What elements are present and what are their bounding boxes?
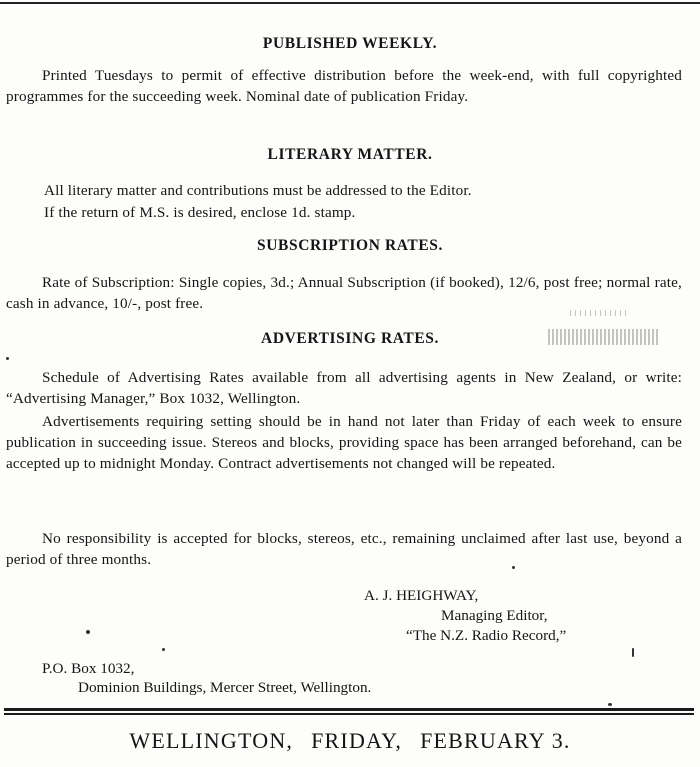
print-speck <box>6 357 9 360</box>
bottom-rule-thin <box>4 713 694 715</box>
print-smudge <box>570 310 630 316</box>
heading-literary-matter: LITERARY MATTER. <box>267 146 433 163</box>
print-speck <box>608 703 612 706</box>
dateline <box>0 728 700 754</box>
dateline-date: FEBRUARY 3. <box>420 728 571 753</box>
bottom-rule-thick <box>4 708 694 711</box>
print-speck <box>86 630 90 634</box>
print-speck <box>512 566 515 569</box>
top-rule <box>0 2 700 4</box>
heading-subscription-rates: SUBSCRIPTION RATES. <box>257 237 443 254</box>
signature-publication: “The N.Z. Radio Record,” <box>406 627 567 644</box>
signature-title: Managing Editor, <box>441 607 548 624</box>
disclaimer-paragraph: No responsibility is accepted for blocks, stereos, etc., remaining unclaimed after last use, beyond a period of three months. <box>6 530 682 568</box>
heading-published-weekly: PUBLISHED WEEKLY. <box>262 35 438 52</box>
signature-name: A. J. HEIGHWAY, <box>364 587 479 604</box>
subscription-paragraph: Rate of Subscription: Single copies, 3d.; Annual Subscription (if booked), 12/6, post free; normal rate, cash in advance, 10/-, post free. <box>6 274 682 312</box>
literary-line-2: If the return of M.S. is desired, enclose 1d. stamp. <box>44 204 356 221</box>
published-weekly-paragraph: Printed Tuesdays to permit of effective distribution before the week-end, with full copyrighted programmes for the succeeding week. Nominal date of publication Friday. <box>6 67 682 105</box>
heading-advertising-rates: ADVERTISING RATES. <box>261 330 439 347</box>
dateline-day: FRIDAY, <box>311 728 403 753</box>
print-speck <box>162 648 165 651</box>
address-street: Dominion Buildings, Mercer Street, Wellington. <box>78 679 372 696</box>
literary-line-1: All literary matter and contributions must be addressed to the Editor. <box>44 182 472 199</box>
advertising-paragraph-1: Schedule of Advertising Rates available from all advertising agents in New Zealand, or write: “Advertising Manager,” Box 1032, Wellington. <box>6 369 682 407</box>
print-speck <box>632 648 634 657</box>
dateline-place: WELLINGTON, <box>129 728 294 753</box>
address-box: P.O. Box 1032, <box>42 660 135 677</box>
advertising-paragraph-2: Advertisements requiring setting should be in hand not later than Friday of each week to ensure publication in succeeding issue. Stereos and blocks, providing space has been arranged beforehand, can be accepted up to midnight Monday. Contract advertisements not changed will be repeated. <box>6 413 682 472</box>
